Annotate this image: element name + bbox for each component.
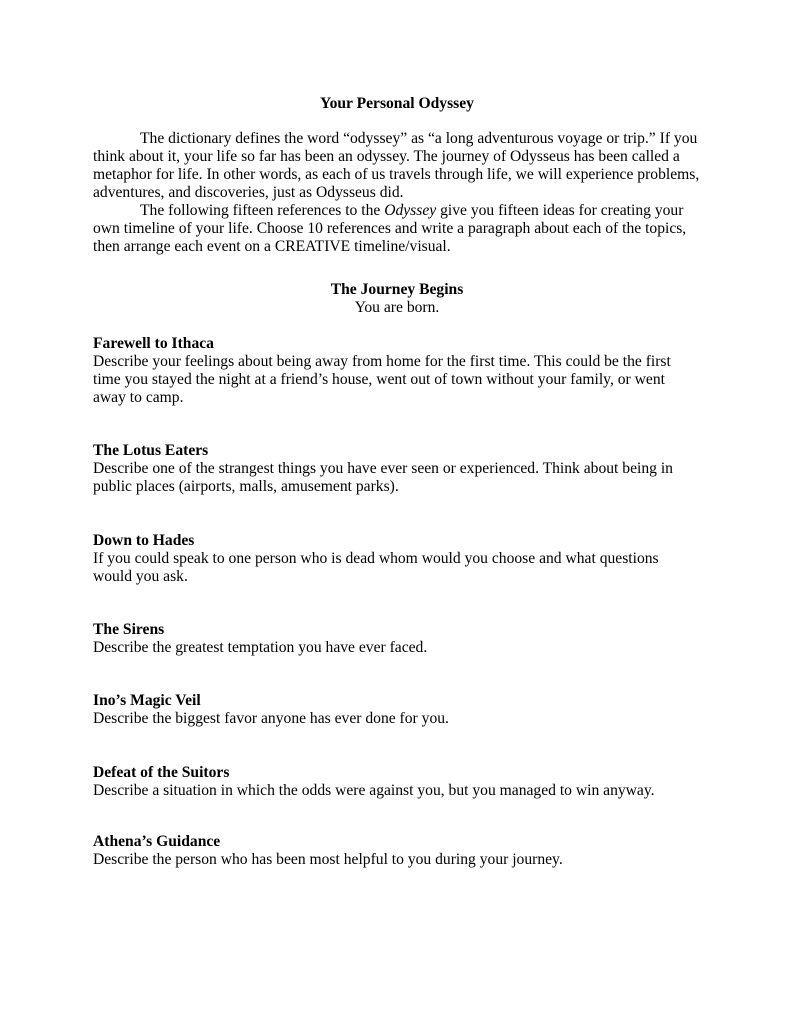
section-title: Defeat of the Suitors (93, 764, 230, 781)
section-the-sirens (93, 621, 701, 657)
intro-paragraph-2 (93, 202, 701, 256)
intro-paragraph-1: The dictionary defines the word “odyssey” as “a long adventurous voyage or trip.” If you think about it, your life so far has been an odyssey. The journey of Odysseus has been called a metaphor for life. In other words, as each of us travels through life, we will experience problems, adventures, and discoveries, just as Odysseus did. (93, 130, 700, 201)
intro-p2-italic-odyssey: Odyssey (384, 202, 437, 219)
section-title: The Sirens (93, 621, 165, 638)
intro-p2-before: The following fifteen references to the (140, 202, 385, 219)
section-body: Describe the person who has been most helpful to you during your journey. (93, 851, 563, 868)
section-athenas-guidance (93, 833, 701, 869)
section-body: Describe the greatest temptation you have ever faced. (93, 639, 428, 656)
section-body: Describe one of the strangest things you have ever seen or experienced. Think about being in public places (airports, malls, amusement parks). (93, 460, 673, 495)
section-farewell-to-ithaca (93, 335, 701, 407)
section-lotus-eaters (93, 442, 701, 496)
intro-block (93, 130, 701, 256)
section-title: Ino’s Magic Veil (93, 692, 201, 709)
section-down-to-hades (93, 532, 701, 586)
document-title: Your Personal Odyssey (320, 95, 474, 112)
section-title: Farewell to Ithaca (93, 335, 214, 352)
section-body: Describe your feelings about being away from home for the first time. This could be the first time you stayed the night at a friend’s house, went out of town without your family, or went away to camp. (93, 353, 671, 406)
section-body: If you could speak to one person who is dead whom would you choose and what questions would you ask. (93, 550, 659, 585)
section-title: Athena’s Guidance (93, 833, 221, 850)
section-body: Describe the biggest favor anyone has ever done for you. (93, 710, 449, 727)
section-defeat-of-the-suitors (93, 764, 701, 800)
intro-p2-after: give you fifteen ideas for creating your own timeline of your life. Choose 10 references and write a paragraph about each of the topics, then arrange each event on a CREATIVE timeline/visual. (93, 202, 687, 255)
document-page (93, 95, 701, 868)
section-title: Down to Hades (93, 532, 195, 549)
journey-subtext: You are born. (354, 299, 440, 316)
section-inos-magic-veil (93, 692, 701, 728)
section-title: The Lotus Eaters (93, 442, 209, 459)
section-body: Describe a situation in which the odds were against you, but you managed to win anyway. (93, 782, 655, 799)
journey-heading: The Journey Begins (330, 281, 464, 298)
journey-begins-block (93, 281, 701, 317)
